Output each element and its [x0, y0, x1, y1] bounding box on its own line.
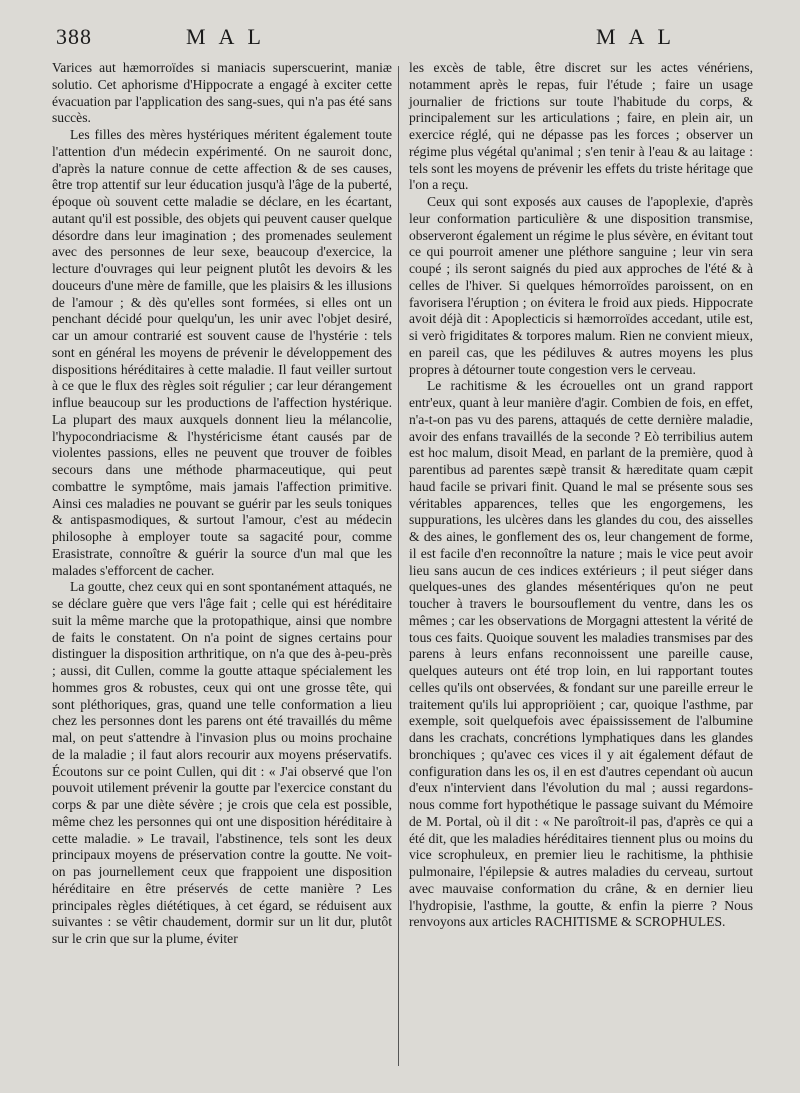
running-header — [56, 24, 772, 54]
right-column — [409, 60, 753, 931]
paragraph: les excès de table, être discret sur les actes vénériens, notamment après le repas, fuir l'étude ; faire un usage journalier de frictions sur toute l'habitude du corps, & principalement sur les articulations ; faire, en plein air, un exercice réglé, qui ne dépasse pas les forces ; observer un régime plus végétal qu'animal ; s'en tenir à l'eau & au laitage : tels sont les moyens de prévenir les effets du triste héritage que l'on a reçu. — [409, 60, 753, 193]
paragraph: La goutte, chez ceux qui en sont spontanément attaqués, ne se déclare guère que vers l'âge fait ; celle qui est héréditaire suit la même marche que la protopathique, ainsi que nombre de faits le constatent. On n'a point de signes certains pour distinguer la disposition arthritique, on n'a que des à-peu-près ; aussi, dit Cullen, comme la goutte attaque spécialement les hommes gros & robustes, ceux qui ont une grosse tête, qui sont pléthoriques, gras, quand une telle conformation a lieu chez les personnes dont les parens ont été travaillés du même mal, on peut s'attendre à l'invasion plus ou moins prochaine de la maladie ; il faut alors recourir aux moyens préservatifs. Écoutons sur ce point Cullen, qui dit : « J'ai observé que l'on pouvoit utilement prévenir la goutte par l'exercice constant du corps & par une diète sévère ; je crois que cela est possible, même chez les personnes qui ont une disposition héréditaire à cette maladie. » Le travail, l'abstinence, tels sont les deux principaux moyens de préservation contre la goutte. Ne voit-on pas journellement ceux que frappoient une disposition héréditaire en être préservés de cette manière ? Les principales règles diététiques, à cet égard, se réduisent aux suivantes : se vêtir chaudement, dormir sur un lit dur, plutôt sur le crin que sur la plume, éviter — [52, 579, 392, 946]
page-number: 388 — [56, 24, 92, 49]
paragraph: Varices aut hæmorroïdes si maniacis superscuerint, maniæ solutio. Cet aphorisme d'Hippocrate a engagé à exciter cette évacuation par l'application des sang-sues, qui n'a pas été sans succès. — [52, 60, 392, 126]
paragraph: Les filles des mères hystériques méritent également toute l'attention d'un médecin expérimenté. On ne sauroit donc, d'après la nature connue de cette affection & de ses causes, être trop attentif sur leur éducation jusqu'à l'âge de la puberté, époque où souvent cette maladie se déclare, en les écartant, autant qu'il est possible, des objets qui peuvent causer quelque désordre dans leur imagination ; des promenades seulement avec des personnes de leur sexe, beaucoup d'exercice, la lecture d'ouvrages qui leur peignent plutôt les devoirs & les douceurs d'une mère de famille, que les plaisirs & les illusions de l'amour ; & dès qu'elles sont formées, si elles ont un penchant décidé pour quelqu'un, les unir avec l'objet desiré, car un amour contrarié est souvent cause de l'hystérie : tels sont en général les moyens de prévenir le développement des dispositions héréditaires à cette maladie. Il faut veiller surtout à ce que le flux des règles soit régulier ; car leur dérangement influe beaucoup sur les productions de l'affection hystérique. La plupart des maux auxquels donnent lieu la mélancolie, l'hypocondriacisme & l'hystéricisme étant causés par de violentes passions, elles ne peuvent que trouver de foibles secours dans une méthode pharmaceutique, qui peut combattre le symptôme, mais jamais l'affection primitive. Ainsi ces maladies ne pouvant se guérir par les seuls toniques & antispasmodiques, & surtout l'amour, c'est au médecin philosophe à employer toute sa sagacité pour, comme Erasistrate, connoître & guérir la source d'un mal que les malades s'efforcent de cacher. — [52, 127, 392, 578]
left-running-title: MAL — [186, 24, 274, 49]
paragraph: Le rachitisme & les écrouelles ont un grand rapport entr'eux, quant à leur manière d'agir. Combien de fois, en effet, n'a-t-on pas vu des parens, attaqués de cette dernière maladie, avoir des enfans travaillés de la seconde ? Eò terribilius autem est hoc malum, disoit Mead, en parlant de la première, quod à parentibus ad parentes sæpè transit & hæreditate quam cæpit haud facile se privari finit. Quand le mal se présente sous ses véritables apparences, telles que les engorgemens, les suppurations, les ulcères dans les glandes du cou, des aisselles & des aines, le gonflement des os, leur changement de forme, il est facile d'en reconnoître la nature ; mais le vice peut avoir lieu sans aucun de ces indices extérieurs ; il peut siéger dans quelques-unes des glandes mésentériques qu'on ne peut toucher à travers le boursouflement du ventre, dans les os mêmes ; car les observations de Morgagni attestent la vérité de tous ces faits. Quoique souvent les maladies transmises par des parens à leurs enfans reconnoissent une pareille cause, quelques auteurs ont été trop loin, en lui rapportant toutes celles qu'ils ont observées, & fondant sur une pareille erreur le traitement qu'ils lui appropriöient ; car, quoique l'asthme, par exemple, soit quelquefois avec épaississement de l'albumine dans les crachats, concrétions lymphatiques dans les glandes bronchiques ; qu'avec ces vices il y ait également défaut de configuration dans les os, il en est d'autres cependant où aucun d'eux n'intervient dans l'évolution du mal ; aussi regardons-nous comme fort hypothétique le passage suivant du Mémoire de M. Portal, où il dit : « Ne paroîtroit-il pas, d'après ce qui a été dit, que les maladies héréditaires tiennent plus ou moins du vice scrophuleux, en premier lieu le rachitisme, la phthisie pulmonaire, l'épilepsie & autres maladies du cerveau, surtout avec mauvaise conformation du crâne, & en dernier lieu l'hydropisie, l'asthme, la goutte, & enfin la pierre ? Nous renvoyons aux articles RACHITISME & SCROPHULES. — [409, 378, 753, 930]
right-running-title: MAL — [596, 24, 684, 49]
left-column — [52, 60, 392, 948]
paragraph: Ceux qui sont exposés aux causes de l'apoplexie, d'après leur conformation particulière & une disposition transmise, observeront également un régime le plus sévère, en évitant tout ce qui pourroit amener une pléthore sanguine ; leur vin sera coupé ; ils seront saignés du pied aux approches de l'été & à celles de l'hiver. Si quelques hémorroïdes paroissent, on en favorisera l'éruption ; on évitera le froid aux pieds. Hippocrate avoit déjà dit : Apoplecticis si hæmorroïdes accedant, utile est, si verò frigiditates & torpores malum. Rien ne convient mieux, en pareil cas, que les pédiluves & autres moyens les plus propres à détourner toute congestion vers le cerveau. — [409, 194, 753, 377]
column-divider — [398, 66, 399, 1066]
